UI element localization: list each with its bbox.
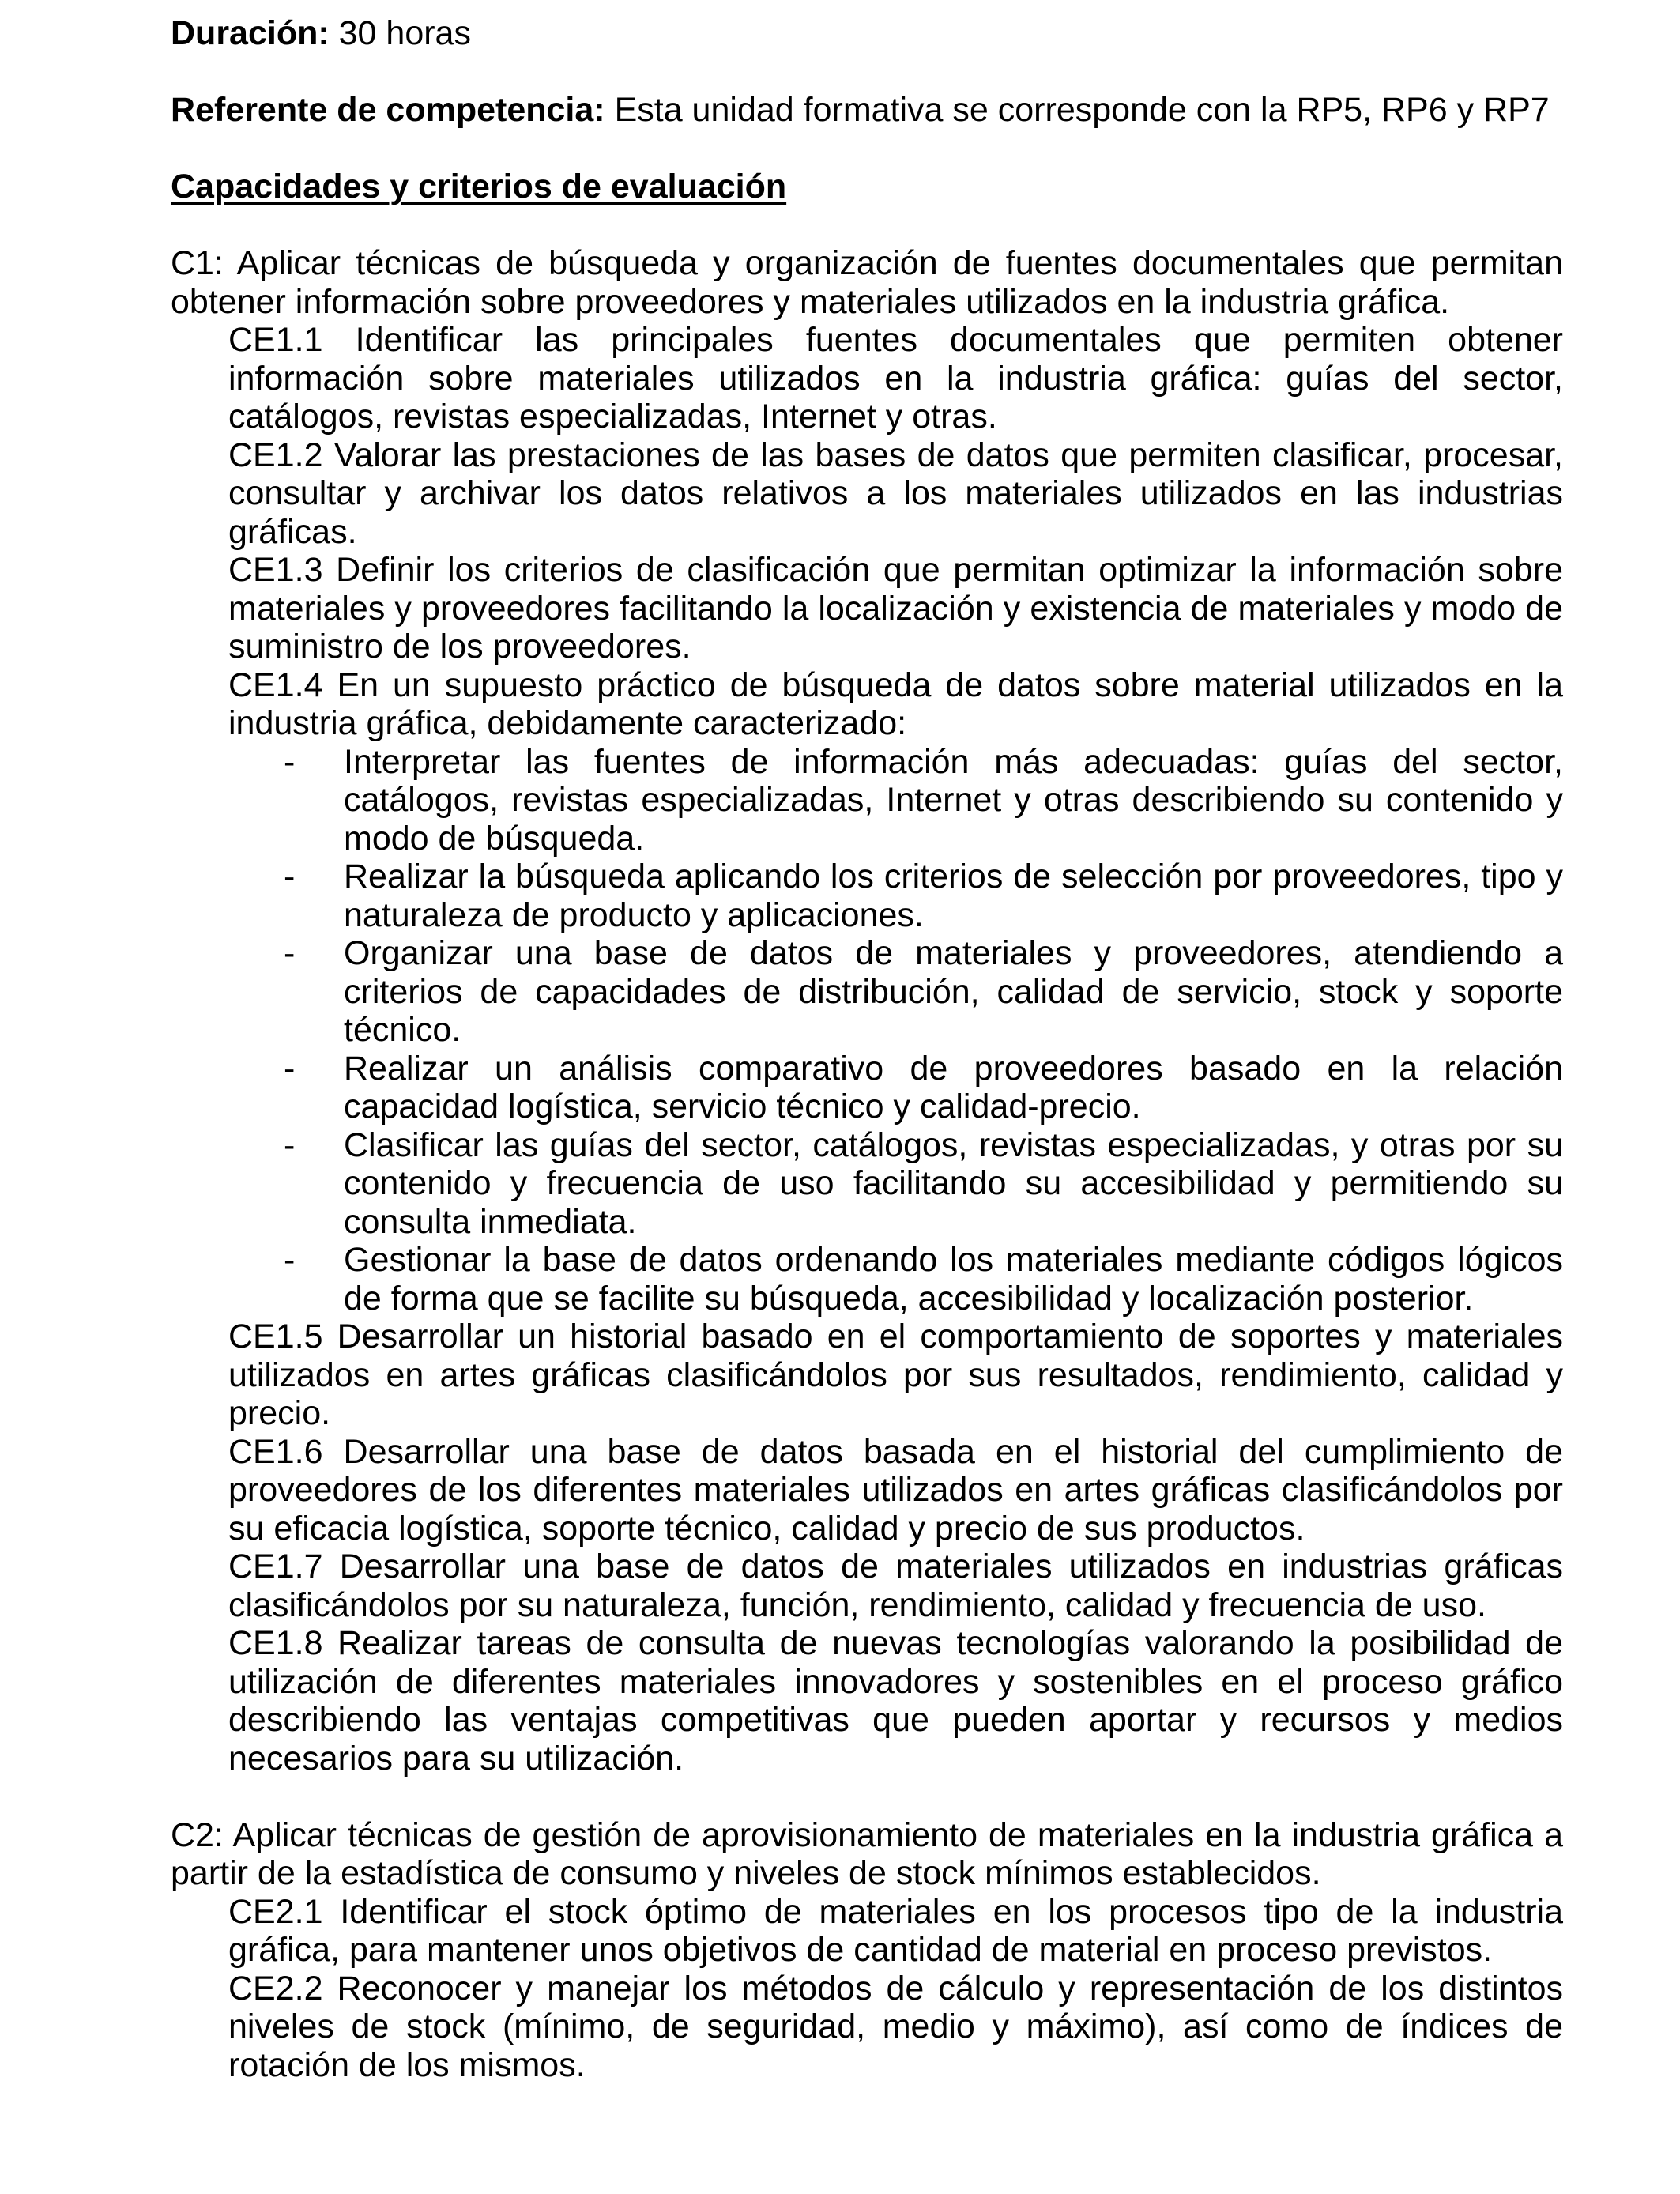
criterion-ce1-7: CE1.7 Desarrollar una base de datos de materiales utilizados en industrias gráficas clasificándolos por su naturaleza, función, rendimiento, calidad y frecuencia de uso. bbox=[228, 1547, 1563, 1624]
criterion-ce1-8: CE1.8 Realizar tareas de consulta de nuevas tecnologías valorando la posibilidad de utilización de diferentes materiales innovadores y sostenibles en el proceso gráfico describiendo las ventajas competitivas que pueden aportar y recursos y medios necesarios para su utilización. bbox=[228, 1624, 1563, 1777]
list-item: - Realizar la búsqueda aplicando los criterios de selección por proveedores, tipo y naturaleza de producto y aplicaciones. bbox=[284, 858, 1563, 934]
referente-line bbox=[171, 91, 1563, 130]
referente-value: Esta unidad formativa se corresponde con la RP5, RP6 y RP7 bbox=[605, 91, 1550, 129]
criterion-ce1-1: CE1.1 Identificar las principales fuentes documentales que permiten obtener información sobre materiales utilizados en la industria gráfica: guías del sector, catálogos, revistas especializadas, Internet y otras. bbox=[228, 321, 1563, 435]
bullet-dash: - bbox=[284, 742, 296, 781]
duration-label: Duración: bbox=[171, 14, 330, 52]
criterion-ce1-2: CE1.2 Valorar las prestaciones de las bases de datos que permiten clasificar, procesar, consultar y archivar los datos relativos a los materiales utilizados en las industrias gráficas. bbox=[228, 435, 1563, 551]
section-title: Capacidades y criterios de evaluación bbox=[171, 168, 787, 205]
capacity-c2: C2: Aplicar técnicas de gestión de aprovisionamiento de materiales en la industria gráfica a partir de la estadística de consumo y niveles de stock mínimos establecidos. bbox=[171, 1815, 1563, 1892]
capacity-c1: C1: Aplicar técnicas de búsqueda y organización de fuentes documentales que permitan obtener información sobre proveedores y materiales utilizados en la industria gráfica. bbox=[171, 244, 1563, 321]
duration-line bbox=[171, 14, 1563, 53]
criterion-ce1-5: CE1.5 Desarrollar un historial basado en el comportamiento de soportes y materiales utilizados en artes gráficas clasificándolos por sus resultados, rendimiento, calidad y precio. bbox=[228, 1318, 1563, 1432]
list-item: - Interpretar las fuentes de información más adecuadas: guías del sector, catálogos, revistas especializadas, Internet y otras describiendo su contenido y modo de búsqueda. bbox=[284, 742, 1563, 858]
bullet-dash: - bbox=[284, 1049, 296, 1088]
list-item: - Realizar un análisis comparativo de proveedores basado en la relación capacidad logística, servicio técnico y calidad-precio. bbox=[284, 1049, 1563, 1125]
bullet-dash: - bbox=[284, 1125, 296, 1164]
list-item: - Gestionar la base de datos ordenando los materiales mediante códigos lógicos de forma que se facilite su búsqueda, accesibilidad y localización posterior. bbox=[284, 1241, 1563, 1318]
criterion-ce2-2: CE2.2 Reconocer y manejar los métodos de cálculo y representación de los distintos niveles de stock (mínimo, de seguridad, medio y máximo), así como de índices de rotación de los mismos. bbox=[228, 1969, 1563, 2084]
criterion-ce1-4: CE1.4 En un supuesto práctico de búsqueda de datos sobre material utilizados en la industria gráfica, debidamente caracterizado: bbox=[228, 665, 1563, 742]
criterion-ce1-3: CE1.3 Definir los criterios de clasificación que permitan optimizar la información sobre materiales y proveedores facilitando la localización y existencia de materiales y modo de suministro de los proveedores. bbox=[228, 551, 1563, 665]
criterion-ce2-1: CE2.1 Identificar el stock óptimo de materiales en los procesos tipo de la industria gráfica, para mantener unos objetivos de cantidad de material en proceso previstos. bbox=[228, 1892, 1563, 1969]
bullet-dash: - bbox=[284, 858, 296, 895]
duration-value: 30 horas bbox=[329, 14, 471, 52]
criterion-ce1-6: CE1.6 Desarrollar una base de datos basada en el historial del cumplimiento de proveedores de los diferentes materiales utilizados en artes gráficas clasificándolos por su eficacia logística, soporte técnico, calidad y precio de sus productos. bbox=[228, 1432, 1563, 1547]
bullet-dash: - bbox=[284, 1241, 296, 1279]
document-page bbox=[171, 14, 1563, 2084]
list-item: - Organizar una base de datos de materiales y proveedores, atendiendo a criterios de capacidades de distribución, calidad de servicio, stock y soporte técnico. bbox=[284, 934, 1563, 1049]
list-item: - Clasificar las guías del sector, catálogos, revistas especializadas, y otras por su contenido y frecuencia de uso facilitando su accesibilidad y permitiendo su consulta inmediata. bbox=[284, 1125, 1563, 1241]
bullet-dash: - bbox=[284, 934, 296, 972]
referente-label: Referente de competencia: bbox=[171, 91, 605, 129]
